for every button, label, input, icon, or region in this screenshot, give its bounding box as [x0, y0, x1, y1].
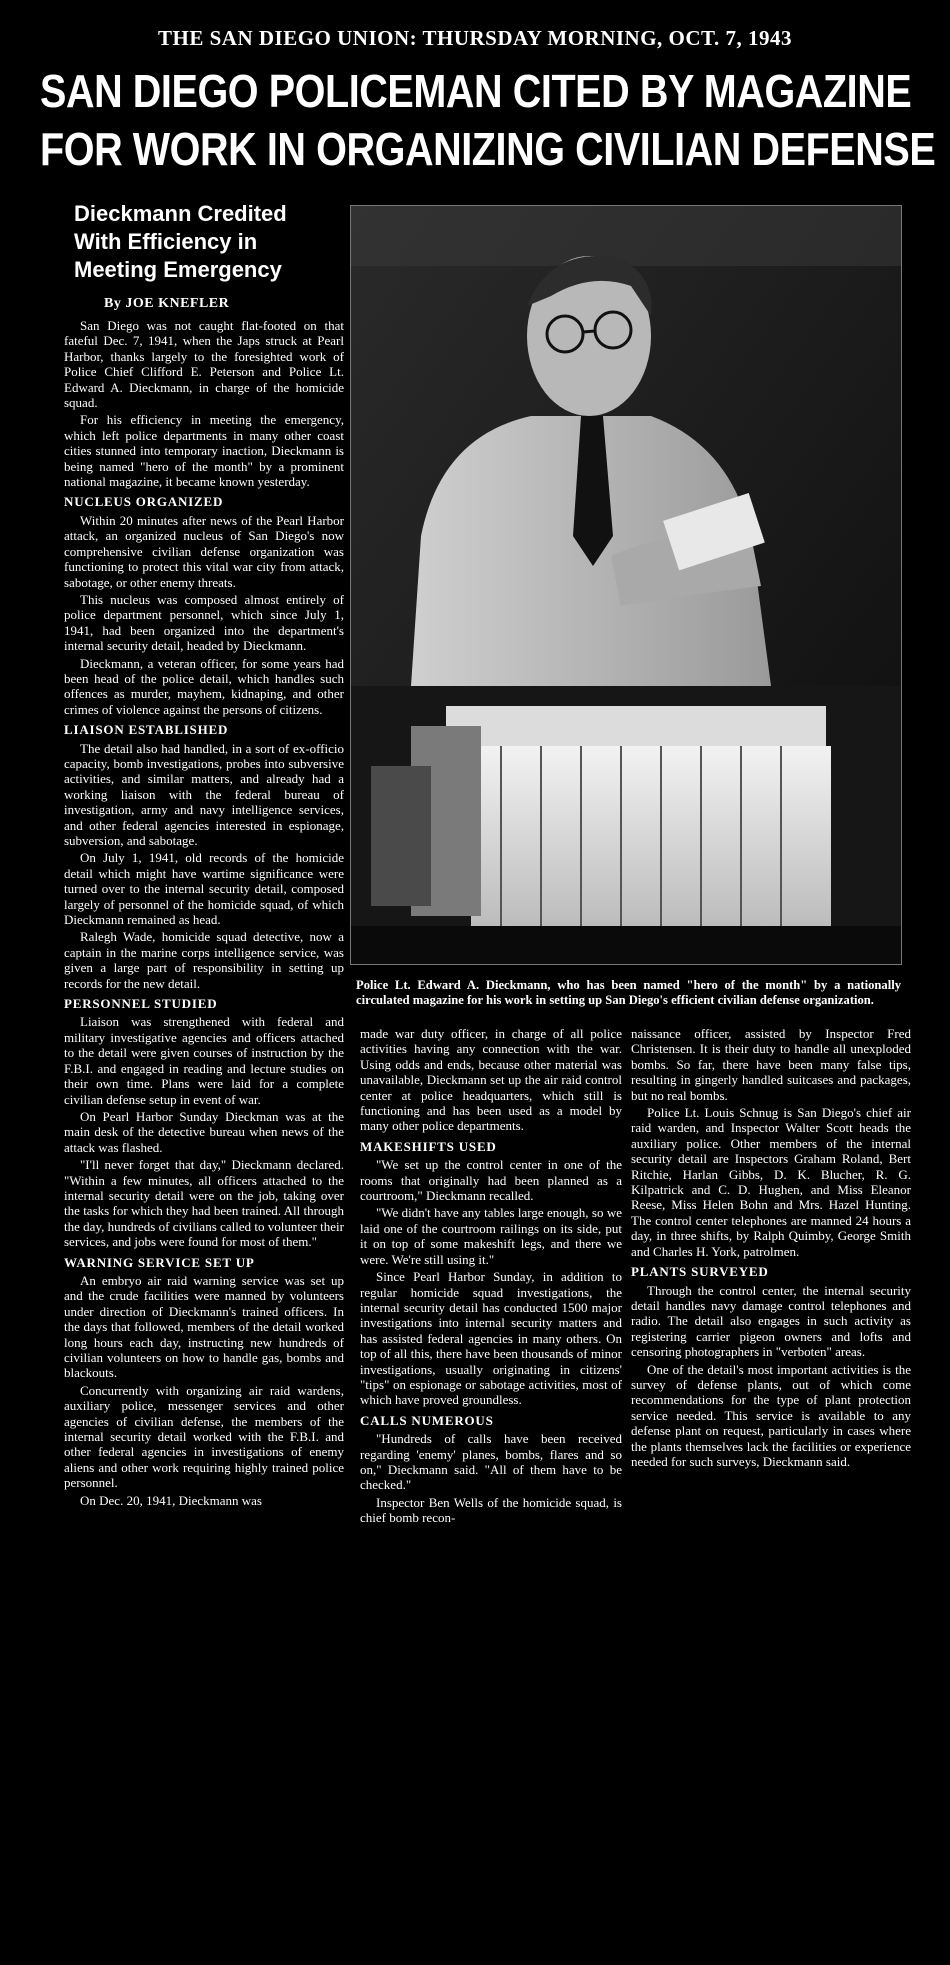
masthead: THE SAN DIEGO UNION: THURSDAY MORNING, OCT. 7, 1943	[158, 26, 792, 50]
paragraph: naissance officer, assisted by Inspector Fred Christensen. It is their duty to handle all unexploded bombs. So far, there have been many false tips, resulting in gingerly handled suitcases and packages, but no real bombs.	[631, 1026, 911, 1103]
article-column-2	[360, 1026, 622, 1528]
paragraph: Inspector Ben Wells of the homicide squad, is chief bomb recon-	[360, 1494, 622, 1526]
subhead-line-2: With Efficiency in	[74, 229, 258, 254]
paragraph: "I'll never forget that day," Dieckmann declared. "Within a few minutes, all officers attached to the internal security detail were on the job, taking over the tasks for which they had been trained. All through the day, hundreds of civilians called to volunteer their services, and jobs were found for most of them."	[64, 1157, 344, 1250]
subheadline	[74, 200, 354, 284]
section-heading: PLANTS SURVEYED	[631, 1264, 769, 1280]
paragraph: On July 1, 1941, old records of the homicide detail which might have wartime significance were turned over to the internal security detail, composed largely of personnel of the homicide squad, of which Dieckmann remained as head.	[64, 850, 344, 928]
headline-line-2: FOR WORK IN ORGANIZING CIVILIAN DEFENSE	[40, 123, 936, 175]
section-heading: WARNING SERVICE SET UP	[64, 1254, 255, 1270]
paragraph: San Diego was not caught flat-footed on that fateful Dec. 7, 1941, when the Japs struck at Pearl Harbor, thanks largely to the foresighted work of Police Chief Clifford E. Peterson and Police Lt. Edward A. Dieckmann, in charge of the homicide squad.	[64, 318, 344, 411]
section-heading: CALLS NUMEROUS	[360, 1412, 494, 1428]
section-heading: MAKESHIFTS USED	[360, 1138, 497, 1154]
paragraph: Liaison was strengthened with federal and military investigative agencies and officers attached to the detail were given courses of instruction by the F.B.I. and engaged in reading and lecture studies on their own time. Plans were laid for a complete civilian defense setup in event of war.	[64, 1014, 344, 1107]
paragraph: The detail also had handled, in a sort of ex-officio capacity, bomb investigations, probes into subversive activities, and similar matters, and already had a working liaison with the federal bureau of investigation, army and navy intelligence services, and other federal agencies interested in espionage, subversion, and sabotage.	[64, 740, 344, 848]
paragraph: "Hundreds of calls have been received regarding 'enemy' planes, bombs, flares and so on," Dieckmann said. "All of them have to be checked."	[360, 1431, 622, 1493]
paragraph: made war duty officer, in charge of all police activities having any connection with the war. Using odds and ends, because other material was unavailable, Dieckmann set up the air raid control center at police headquarters, which still is functioning and has been used as a model by many other police departments.	[360, 1026, 622, 1134]
photo-caption: Police Lt. Edward A. Dieckmann, who has been named "hero of the month" by a nationally circulated magazine for his work in setting up San Diego's efficient civilian defense organization.	[356, 978, 901, 1007]
article-column-3	[631, 1026, 911, 1471]
photo-illustration	[351, 206, 901, 964]
byline: By JOE KNEFLER	[104, 296, 230, 311]
paragraph: Within 20 minutes after news of the Pearl Harbor attack, an organized nucleus of San Diego's now comprehensive civilian defense organization was functioning to protect this vital war city from attack, sabotage, or other enemy threats.	[64, 512, 344, 590]
paragraph: One of the detail's most important activities is the survey of defense plants, out of which come recommendations for the type of plant protection service needed. This service is available to any defense plant on request, particularly in cases where the plants themselves lack the facilities or experience needed for such surveys, Dieckmann said.	[631, 1361, 911, 1469]
headline	[40, 62, 936, 178]
photo-police-lieutenant	[350, 205, 902, 965]
section-heading: LIAISON ESTABLISHED	[64, 722, 229, 738]
paragraph: Ralegh Wade, homicide squad detective, now a captain in the marine corps intelligence service, was given a large part of responsibility in setting up records for the new detail.	[64, 929, 344, 991]
article-column-1	[64, 318, 344, 1510]
paragraph: Dieckmann, a veteran officer, for some years had been head of the police detail, which handles such offences as murder, mayhem, kidnaping, and other crimes of violence against the persons of citizens.	[64, 655, 344, 717]
section-heading: PERSONNEL STUDIED	[64, 996, 218, 1012]
subhead-line-1: Dieckmann Credited	[74, 201, 287, 226]
paragraph: On Pearl Harbor Sunday Dieckman was at the main desk of the detective bureau when news of the attack was flashed.	[64, 1108, 344, 1155]
paragraph: "We set up the control center in one of the rooms that originally had been planned as a courtroom," Dieckmann recalled.	[360, 1157, 622, 1204]
paragraph: Police Lt. Louis Schnug is San Diego's chief air raid warden, and Inspector Walter Scott heads the auxiliary police. Other members of the internal security detail are Inspectors Graham Roland, Bert Ritchie, Harlan Gibbs, D. K. Blucher, R. G. Kilpatrick and C. D. Hughen, and Miss Eleanor Reese, Miss Helen Bohn and Mrs. Hazel Hunting. The control center telephones are manned 24 hours a day, in three shifts, by Ralph Quimby, George Smith and Charles H. York, patrolmen.	[631, 1105, 911, 1259]
paragraph: On Dec. 20, 1941, Dieckmann was	[80, 1492, 262, 1508]
paragraph: "We didn't have any tables large enough, so we laid one of the courtroom railings on its side, put it on top of some makeshift legs, and there we were. We're still using it."	[360, 1205, 622, 1267]
headline-line-1: SAN DIEGO POLICEMAN CITED BY MAGAZINE	[40, 65, 912, 117]
paragraph: For his efficiency in meeting the emergency, which left police departments in many other coast cities stunned into temporary inaction, Dieckmann is being named "hero of the month" by a prominent national magazine, it became known yesterday.	[64, 412, 344, 490]
subhead-line-3: Meeting Emergency	[74, 257, 282, 282]
section-heading: NUCLEUS ORGANIZED	[64, 494, 224, 510]
paragraph: This nucleus was composed almost entirely of police department personnel, which since July 1, 1941, had been organized into the department's internal security detail, headed by Dieckmann.	[64, 591, 344, 654]
paragraph: Concurrently with organizing air raid wardens, auxiliary police, messenger services and other agencies of civilian defense, the members of the internal security detail worked with the F.B.I. and other federal agencies in investigations of enemy aliens and other work requiring highly trained police personnel.	[64, 1382, 344, 1491]
paragraph: Through the control center, the internal security detail handles navy damage control telephones and radio. The detail also engages in such activity as registering carrier pigeon owners and lofts and censoring photographers in "verboten" areas.	[631, 1282, 911, 1360]
paragraph: An embryo air raid warning service was set up and the crude facilities were manned by volunteers under direction of Dieckmann's trained officers. In the days that followed, members of the detail worked long hours each day, instructing new hundreds of civilian volunteers on how to handle gas, bombs and blackouts.	[64, 1272, 344, 1381]
paragraph: Since Pearl Harbor Sunday, in addition to regular homicide squad investigations, the internal security detail has conducted 1500 major investigations into internal security matters and has assisted federal agencies in many others. On top of all this, there have been thousands of minor investigations, usually originating in citizens' "tips" on espionage or sabotage activities, most of which have proved groundless.	[360, 1269, 622, 1408]
